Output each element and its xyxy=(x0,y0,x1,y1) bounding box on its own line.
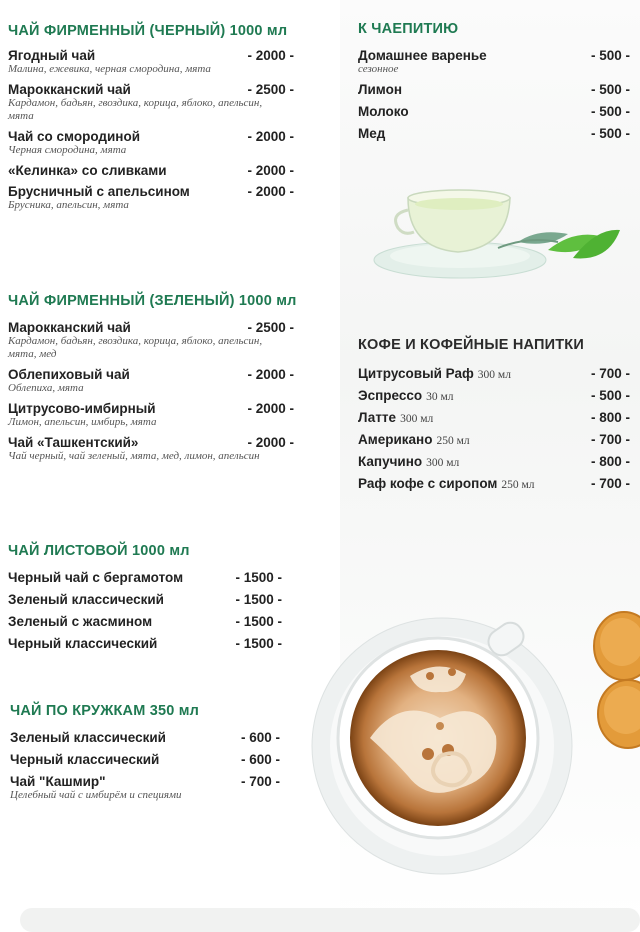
menu-section-green-tea xyxy=(8,290,297,469)
item-name-text: Раф кофе с сиропом xyxy=(358,476,498,491)
menu-section-leaf-tea xyxy=(8,540,282,658)
item-name: Молоко xyxy=(358,104,409,119)
item-name xyxy=(358,454,459,469)
item-name: Цитрусово-имбирный xyxy=(8,401,156,416)
item-name-text: Латте xyxy=(358,410,397,425)
menu-item xyxy=(8,570,282,585)
menu-item xyxy=(358,388,630,403)
item-name xyxy=(358,366,511,381)
menu-item xyxy=(358,476,630,491)
menu-section-mug-tea xyxy=(10,700,280,808)
item-price: - 2500 - xyxy=(247,320,294,335)
item-name: Зеленый классический xyxy=(8,592,164,607)
item-name xyxy=(358,476,535,491)
bottom-panel-edge xyxy=(20,908,640,932)
item-price: - 1500 - xyxy=(235,570,282,585)
menu-item xyxy=(8,367,294,395)
item-price: - 2000 - xyxy=(247,163,294,178)
item-price: - 2000 - xyxy=(247,367,294,382)
section-title: ЧАЙ ПО КРУЖКАМ 350 мл xyxy=(10,703,200,719)
menu-item xyxy=(358,104,630,119)
item-name: Зеленый с жасмином xyxy=(8,614,153,629)
item-description: сезонное xyxy=(358,63,399,75)
menu-item xyxy=(8,435,294,463)
item-price: - 2000 - xyxy=(247,48,294,63)
item-description: Облепиха, мята xyxy=(8,382,84,394)
item-name: Мед xyxy=(358,126,386,141)
item-price: - 700 - xyxy=(590,432,630,447)
item-name: Чай "Кашмир" xyxy=(10,774,106,789)
item-name: Облепиховый чай xyxy=(8,367,130,382)
menu-item xyxy=(358,82,630,97)
menu-item xyxy=(8,163,294,178)
item-name xyxy=(358,432,470,447)
item-description: Чай черный, чай зеленый, мята, мед, лимон, апельсин xyxy=(8,450,260,462)
coffee-cup-image xyxy=(310,606,590,876)
item-description: Целебный чай с имбирём и специями xyxy=(10,789,182,801)
item-name xyxy=(358,388,454,403)
menu-item xyxy=(8,82,294,123)
item-price: - 2500 - xyxy=(247,82,294,97)
item-price: - 500 - xyxy=(590,48,630,63)
item-volume: 300 мл xyxy=(426,457,460,469)
item-description: Кардамон, бадьян, гвоздика, корица, яблоко, апельсин, мята xyxy=(8,97,263,122)
item-name-text: Капучино xyxy=(358,454,423,469)
section-title: ЧАЙ ФИРМЕННЫЙ (ЗЕЛЕНЫЙ) 1000 мл xyxy=(8,293,297,309)
menu-item xyxy=(8,401,294,429)
menu-item xyxy=(358,410,630,425)
item-name: Черный чай с бергамотом xyxy=(8,570,184,585)
item-price: - 700 - xyxy=(590,366,630,381)
menu-item xyxy=(10,752,280,767)
section-title: ЧАЙ ФИРМЕННЫЙ (ЧЕРНЫЙ) 1000 мл xyxy=(8,23,288,39)
item-name: Домашнее варенье xyxy=(358,48,487,63)
item-price: - 1500 - xyxy=(235,636,282,651)
item-price: - 600 - xyxy=(240,730,280,745)
item-volume: 250 мл xyxy=(501,479,535,491)
item-volume: 300 мл xyxy=(400,413,434,425)
item-description: Брусника, апельсин, мята xyxy=(8,199,129,211)
menu-section-coffee xyxy=(358,334,630,497)
menu-section-black-tea xyxy=(8,20,294,218)
menu-item xyxy=(8,48,294,76)
menu-item xyxy=(8,636,282,651)
item-price: - 2000 - xyxy=(247,184,294,199)
item-description: Малина, ежевика, черная смородина, мята xyxy=(8,63,211,75)
menu-item xyxy=(10,730,280,745)
menu-item xyxy=(8,129,294,157)
cookies-image xyxy=(592,606,640,756)
menu-item xyxy=(8,184,294,212)
menu-item xyxy=(358,454,630,469)
item-price: - 800 - xyxy=(590,410,630,425)
item-name-text: Цитрусовый Раф xyxy=(358,366,474,381)
item-price: - 1500 - xyxy=(235,592,282,607)
section-title: ЧАЙ ЛИСТОВОЙ 1000 мл xyxy=(8,543,190,559)
item-price: - 1500 - xyxy=(235,614,282,629)
menu-item xyxy=(8,320,294,361)
menu-item xyxy=(10,774,280,802)
menu-item xyxy=(358,432,630,447)
item-name: Черный классический xyxy=(10,752,160,767)
menu-item xyxy=(358,126,630,141)
item-name: Черный классический xyxy=(8,636,158,651)
item-name xyxy=(358,410,433,425)
item-description: Кардамон, бадьян, гвоздика, корица, яблоко, апельсин, мята, мед xyxy=(8,335,263,360)
item-name: Чай «Ташкентский» xyxy=(8,435,139,450)
item-name: Марокканский чай xyxy=(8,320,131,335)
item-price: - 500 - xyxy=(590,388,630,403)
item-description: Черная смородина, мята xyxy=(8,144,127,156)
item-price: - 2000 - xyxy=(247,435,294,450)
item-name: «Келинка» со сливками xyxy=(8,163,167,178)
item-name: Лимон xyxy=(358,82,402,97)
item-name: Марокканский чай xyxy=(8,82,131,97)
item-price: - 600 - xyxy=(240,752,280,767)
item-name: Брусничный с апельсином xyxy=(8,184,190,199)
item-price: - 2000 - xyxy=(247,401,294,416)
menu-item xyxy=(8,592,282,607)
item-price: - 700 - xyxy=(240,774,280,789)
item-price: - 500 - xyxy=(590,104,630,119)
section-title: К ЧАЕПИТИЮ xyxy=(358,21,459,37)
item-name: Зеленый классический xyxy=(10,730,166,745)
item-price: - 800 - xyxy=(590,454,630,469)
item-description: Лимон, апельсин, имбирь, мята xyxy=(8,416,157,428)
tea-cup-image xyxy=(368,180,630,290)
menu-section-tea-extras xyxy=(358,18,630,147)
item-name-text: Эспрессо xyxy=(358,388,423,403)
item-price: - 700 - xyxy=(590,476,630,491)
item-name: Чай со смородиной xyxy=(8,129,140,144)
menu-item xyxy=(8,614,282,629)
item-name-text: Американо xyxy=(358,432,433,447)
item-volume: 250 мл xyxy=(436,435,470,447)
menu-item xyxy=(358,366,630,381)
item-name: Ягодный чай xyxy=(8,48,96,63)
menu-item xyxy=(358,48,630,76)
section-title: КОФЕ И КОФЕЙНЫЕ НАПИТКИ xyxy=(358,337,584,353)
item-price: - 2000 - xyxy=(247,129,294,144)
item-volume: 30 мл xyxy=(426,391,454,403)
item-price: - 500 - xyxy=(590,126,630,141)
item-volume: 300 мл xyxy=(477,369,511,381)
item-price: - 500 - xyxy=(590,82,630,97)
